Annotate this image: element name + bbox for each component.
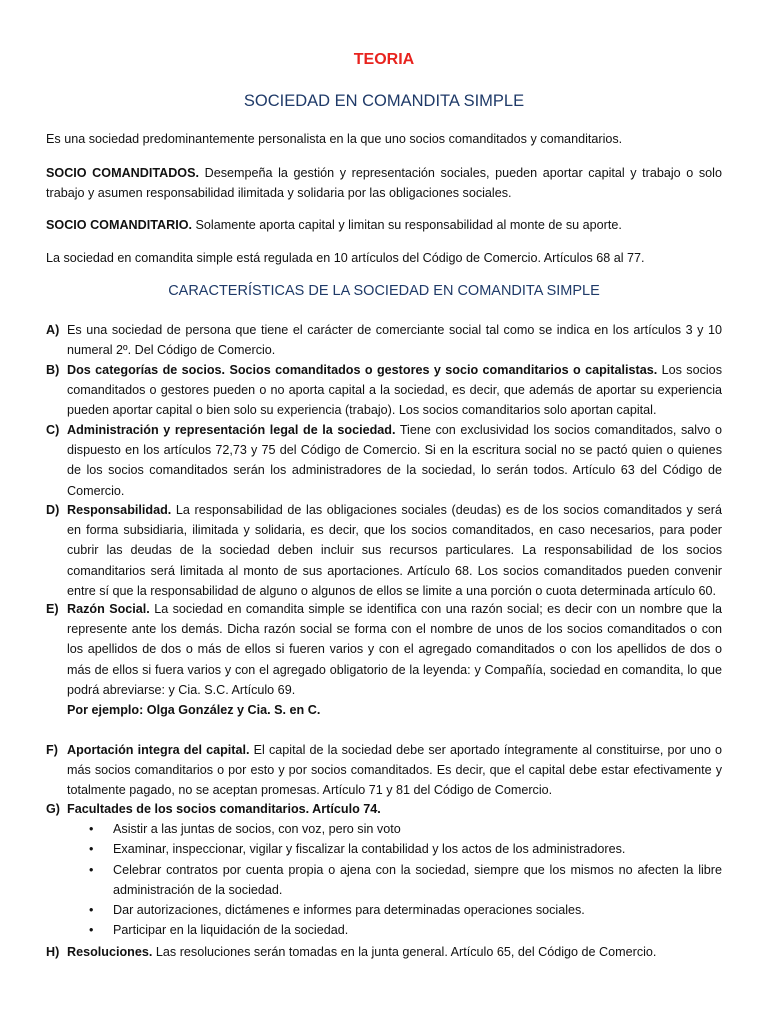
list-item-b — [46, 360, 722, 421]
item-letter: C) — [46, 423, 60, 437]
item-text: Los socios comanditados o gestores pueden o no aporta capital a la sociedad, es decir, que además de aportar su experiencia pueden aportar capital o bien solo su experiencia (trabajo). Los socios comanditarios solo aportan capital. — [67, 363, 722, 418]
item-text: El capital de la sociedad debe ser aportado íntegramente al constituirse, por uno o más socios comanditarios o por esto y por socios comanditados. Es decir, que el capital debe estar efectivamente y totalmente pagado, no se aceptan promesas. Artículo 71 y 81 del Código de Comercio. — [67, 743, 722, 798]
item-text: Es una sociedad de persona que tiene el carácter de comerciante social tal como se indica en los artículos 3 y 10 numeral 2º. Del Código de Comercio. — [67, 323, 722, 358]
page-subtitle: SOCIEDAD EN COMANDITA SIMPLE — [243, 92, 525, 110]
bullet-item: • Celebrar contratos por cuenta propia o ajena con la sociedad, siempre que los mismos no afecten la libre administración de la sociedad. — [67, 860, 722, 900]
item-letter: G) — [46, 802, 60, 816]
item-term: Aportación integra del capital. — [67, 743, 250, 757]
comanditados-text: Desempeña la gestión y representación sociales, pueden aportar capital y trabajo o solo trabajo y asumen responsabilidad ilimitada y solidaria por las obligaciones sociales. — [46, 166, 722, 200]
regulation-paragraph — [46, 248, 722, 268]
intro-paragraph — [46, 129, 722, 149]
list-item-d — [46, 500, 722, 601]
list-item-h — [46, 942, 722, 962]
regulation-text: La sociedad en comandita simple está regulada en 10 artículos del Código de Comercio. Artículos 68 al 77. — [46, 251, 645, 265]
item-term: Dos categorías de socios. — [67, 363, 226, 377]
bullet-list — [67, 819, 722, 940]
item-term: Razón Social. — [67, 602, 150, 616]
item-text: La sociedad en comandita simple se identifica con una razón social; es decir con un nombre que la represente ante los demás. Dicha razón social se forma con el nombre de unos de los socios comanditados o con los apellidos de dos o más de ellos si fueren varios y con el agregado comanditados o con los apellidos de dos o más de ellos si fuera varios y con el agregado obligatorio de la leyenda: y Compañía, sociedad en comandita, lo que podrá abreviarse: y Cia. S.C. Artículo 69. — [67, 602, 722, 697]
item-letter: B) — [46, 363, 60, 377]
item-term: Responsabilidad. — [67, 503, 172, 517]
item-term: Facultades de los socios comanditarios. Artículo 74. — [67, 802, 381, 816]
list-item-g — [46, 799, 722, 940]
bullet-item: • Examinar, inspeccionar, vigilar y fiscalizar la contabilidad y los actos de los administradores. — [67, 839, 722, 859]
item-letter: E) — [46, 602, 59, 616]
item-letter: F) — [46, 743, 58, 757]
comanditario-text: Solamente aporta capital y limitan su responsabilidad al monte de su aporte. — [192, 218, 622, 232]
section-title: CARACTERÍSTICAS DE LA SOCIEDAD EN COMANDITA SIMPLE — [168, 283, 600, 299]
item-text: Tiene con exclusividad los socios comanditados, salvo o dispuesto en los artículos 72,73 y 75 del Código de Comercio. Si en la escritura social no se pactó quien o quienes de los socios comanditados serán los administradores de la sociedad, lo serán todos. Artículo 63 del Código de Comercio. — [67, 423, 722, 498]
item-text: La responsabilidad de las obligaciones sociales (deudas) es de los socios comanditados y será en forma subsidiaria, ilimitada y solidaria, es decir, que los socios comanditados, en caso necesarios, para poder cubrir las deudas de la sociedad deben incluir sus recursos particulares. La responsabilidad de los socios comanditarios será limitada al monto de sus aportaciones. Artículo 68. Los socios comanditados pueden convenir entre sí que la responsabilidad de alguno o algunos de ellos se limite a una porción o cuota determinada artículo 60. — [67, 503, 722, 598]
item-term: Administración y representación legal de la sociedad. — [67, 423, 396, 437]
comanditados-paragraph — [46, 163, 722, 203]
list-item-a — [46, 320, 722, 360]
bullet-item: • Asistir a las juntas de socios, con voz, pero sin voto — [67, 819, 722, 839]
page-title: TEORIA — [353, 51, 415, 68]
intro-text: Es una sociedad predominantemente personalista en la que uno socios comanditados y comanditarios. — [46, 132, 623, 146]
comanditario-paragraph — [46, 215, 722, 235]
example-text: Por ejemplo: Olga González y Cia. S. en C. — [67, 703, 321, 718]
bullet-item: • Dar autorizaciones, dictámenes e informes para determinadas operaciones sociales. — [67, 900, 722, 920]
item-term-2: Socios comanditados o gestores y socio comanditarios o capitalistas. — [225, 363, 658, 377]
list-item-f — [46, 740, 722, 801]
bullet-item: • Participar en la liquidación de la sociedad. — [67, 920, 722, 940]
comanditario-term: SOCIO COMANDITARIO. — [46, 218, 192, 232]
item-term: Resoluciones. — [67, 945, 153, 959]
item-letter: D) — [46, 503, 60, 517]
item-letter: A) — [46, 323, 60, 337]
list-item-c — [46, 420, 722, 501]
item-letter: H) — [46, 945, 60, 959]
comanditados-term: SOCIO COMANDITADOS. — [46, 166, 199, 180]
list-item-e — [46, 599, 722, 720]
item-text: Las resoluciones serán tomadas en la junta general. Artículo 65, del Código de Comercio. — [152, 945, 657, 959]
